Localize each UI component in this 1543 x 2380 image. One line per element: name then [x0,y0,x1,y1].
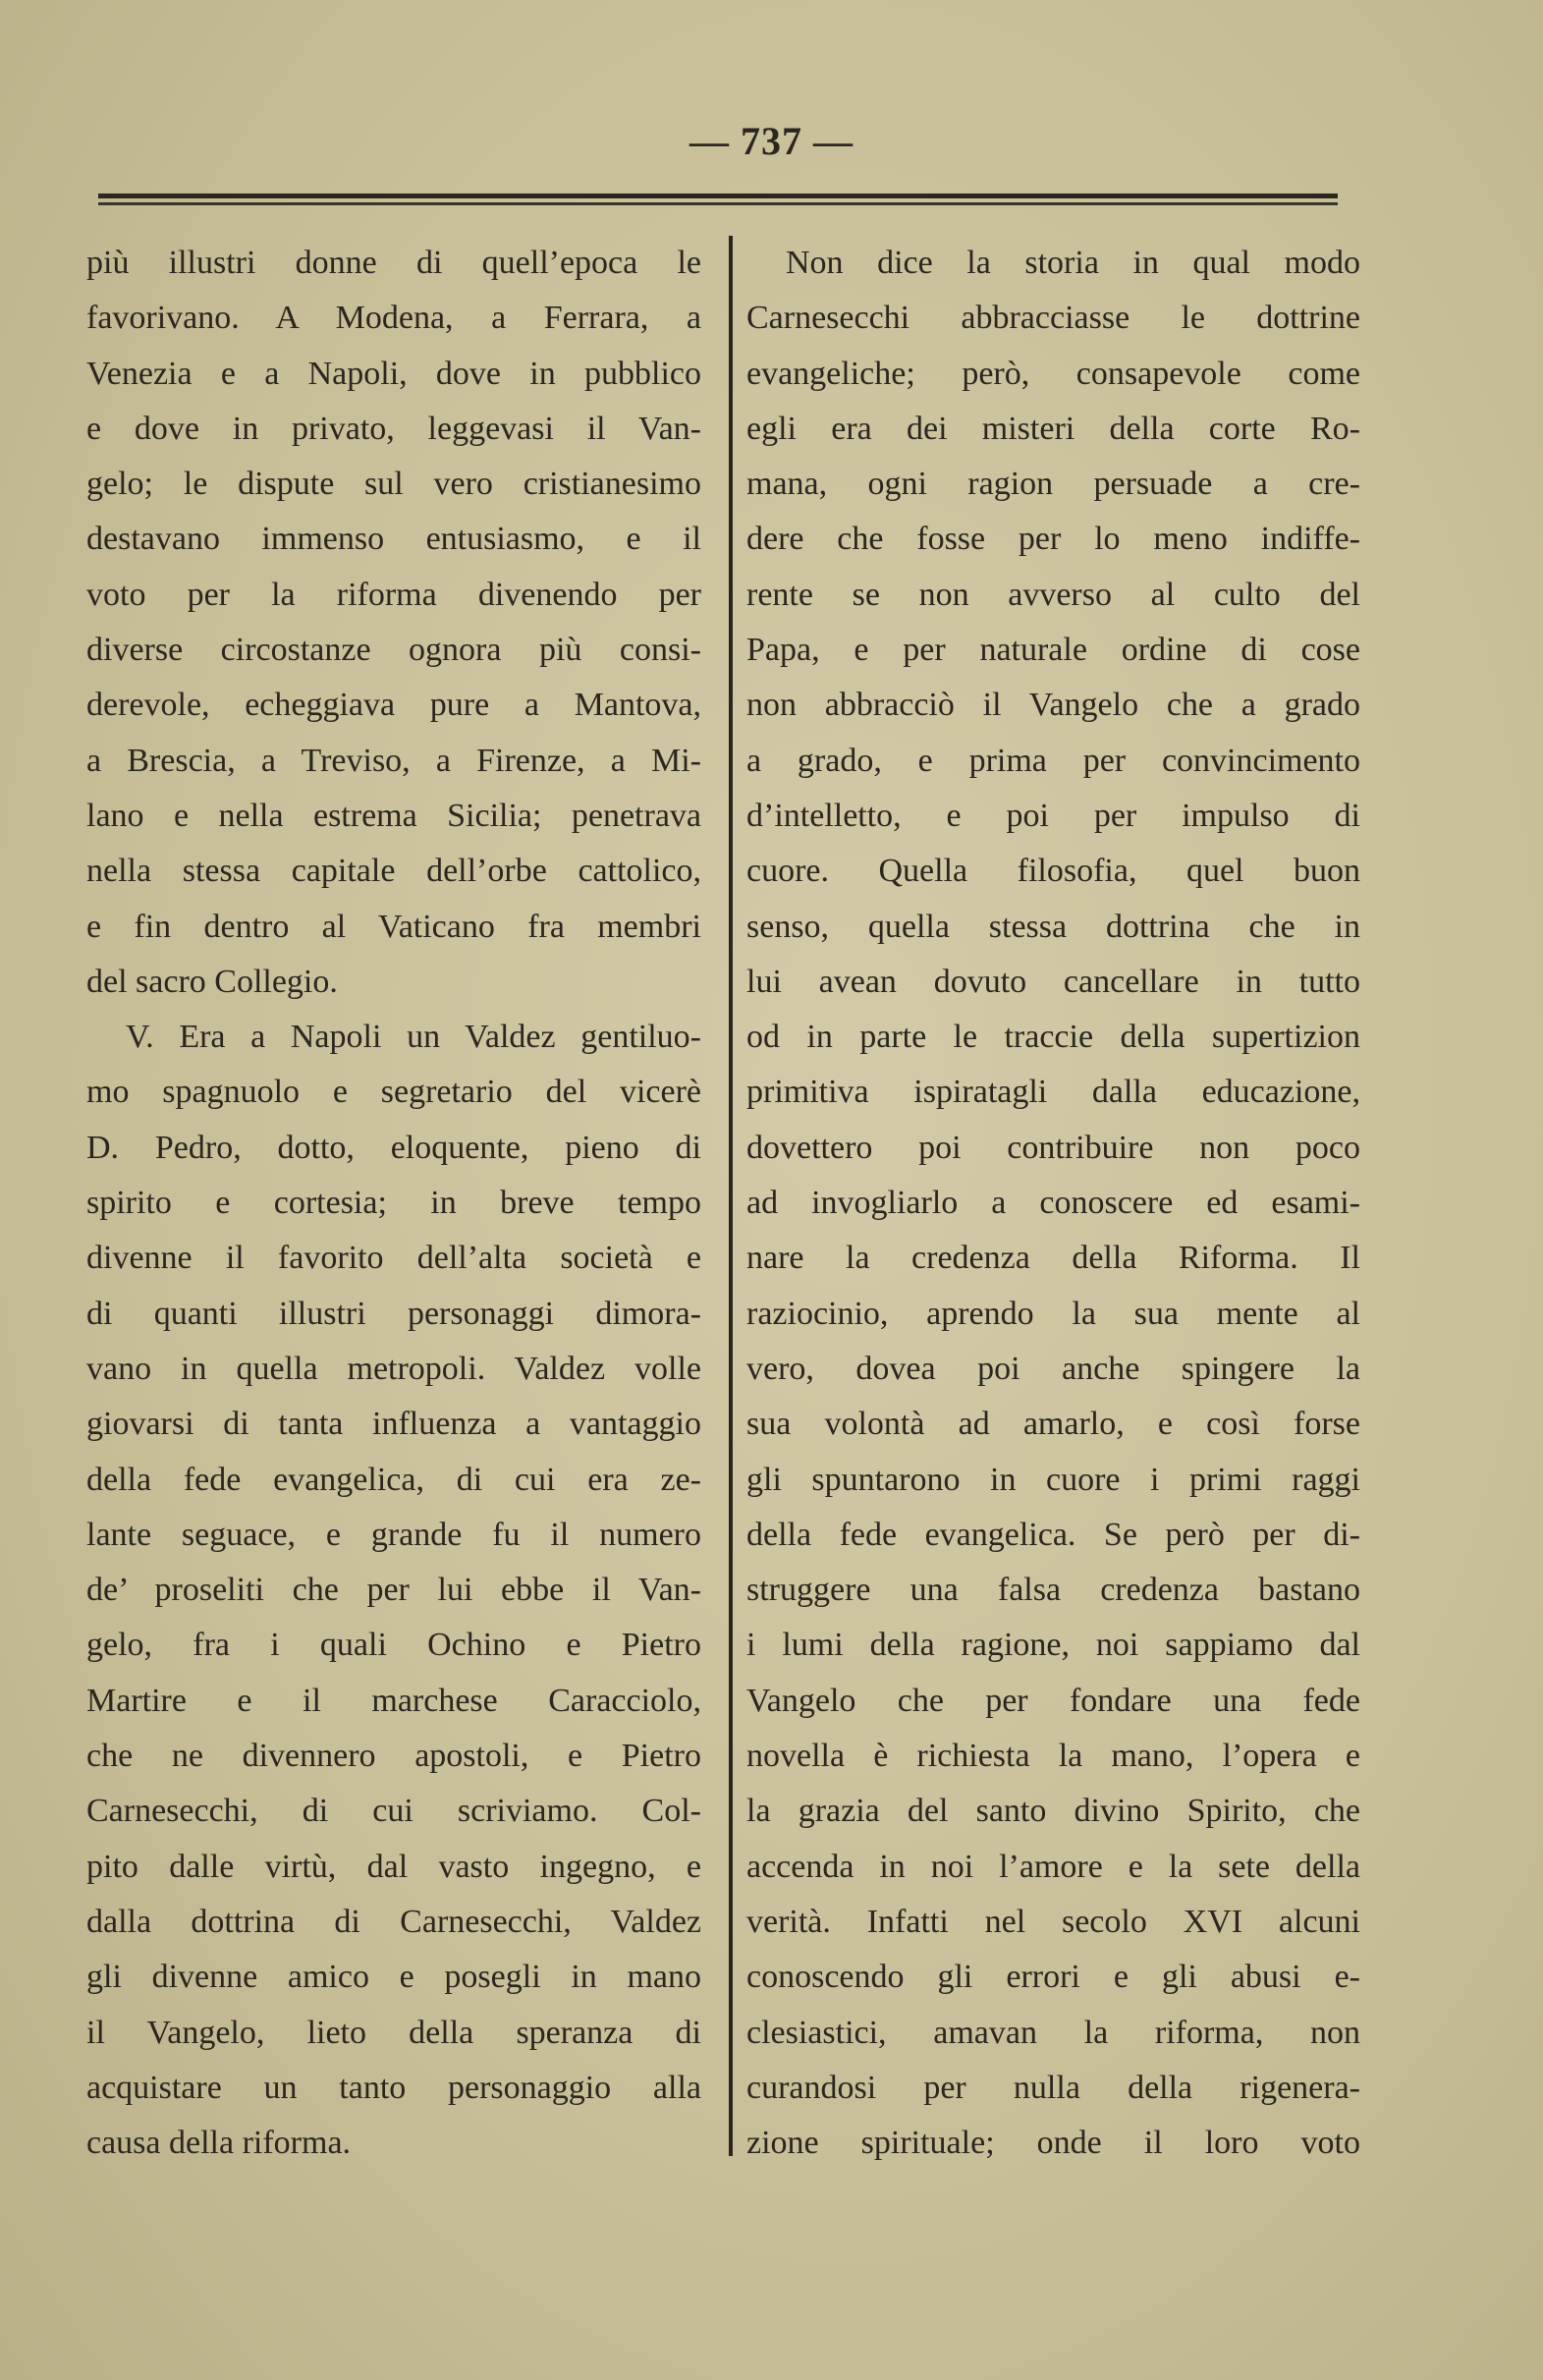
text-line: cuore. Quella filosofia, quel buon [746,853,1360,890]
text-line: Venezia e a Napoli, dove in pubblico [86,355,701,392]
text-line: del sacro Collegio. [86,963,338,1000]
text-line: Non dice la storia in qual modo [786,245,1360,281]
text-line: vero, dovea poi anche spingere la [746,1350,1360,1387]
text-line: lano e nella estrema Sicilia; penetrava [86,797,701,834]
text-line: lui avean dovuto cancellare in tutto [746,963,1360,1000]
text-line: Vangelo che per fondare una fede [746,1682,1360,1719]
text-line: vano in quella metropoli. Valdez volle [86,1350,701,1387]
text-line: clesiastici, amavan la riforma, non [746,2014,1360,2051]
text-line: causa della riforma. [86,2125,352,2162]
left-column [86,236,701,2171]
text-line: Carnesecchi, di cui scriviamo. Col- [86,1793,701,1830]
text-line: il Vangelo, lieto della speranza di [86,2014,701,2051]
text-line: destavano immenso entusiasmo, e il [86,521,701,558]
text-line: mana, ogni ragion persuade a cre- [746,466,1360,503]
text-line: de’ proseliti che per lui ebbe il Van- [86,1572,701,1609]
text-line: i lumi della ragione, noi sappiamo dal [746,1627,1360,1664]
text-line: favorivano. A Modena, a Ferrara, a [86,300,701,337]
column-divider [729,236,733,2156]
text-line: Carnesecchi abbracciasse le dottrine [746,300,1360,337]
text-line: ad invogliarlo a conoscere ed esami- [746,1185,1360,1222]
text-line: verità. Infatti nel secolo XVI alcuni [746,1903,1360,1940]
text-line: egli era dei misteri della corte Ro- [746,410,1360,447]
text-line: spirito e cortesia; in breve tempo [86,1185,701,1222]
text-line: accenda in noi l’amore e la sete della [746,1848,1360,1885]
text-line: primitiva ispiratagli dalla educazione, [746,1074,1360,1111]
text-line: novella è richiesta la mano, l’opera e [746,1738,1360,1775]
text-line: conoscendo gli errori e gli abusi e- [746,1959,1360,1996]
text-line: e dove in privato, leggevasi il Van- [86,410,701,447]
text-line: gli divenne amico e posegli in mano [86,1959,701,1996]
text-line: che ne divennero apostoli, e Pietro [86,1738,701,1775]
text-line: gli spuntarono in cuore i primi raggi [746,1461,1360,1498]
text-line: gelo; le dispute sul vero cristianesimo [86,466,701,503]
text-line: derevole, echeggiava pure a Mantova, [86,687,701,724]
right-column [746,236,1360,2171]
header-rule [98,194,1338,198]
text-line: struggere una falsa credenza bastano [746,1572,1360,1609]
text-line: più illustri donne di quell’epoca le [86,245,701,281]
text-line: mo spagnuolo e segretario del vicerè [86,1074,701,1111]
text-line: gelo, fra i quali Ochino e Pietro [86,1627,701,1664]
text-line: lante seguace, e grande fu il numero [86,1516,701,1553]
text-line: Papa, e per naturale ordine di cose [746,632,1360,669]
text-line: pito dalle virtù, dal vasto ingegno, e [86,1848,701,1885]
text-line: sua volontà ad amarlo, e così forse [746,1406,1360,1443]
text-line: evangeliche; però, consapevole come [746,355,1360,392]
text-line: dere che fosse per lo meno indiffe- [746,521,1360,558]
text-line: divenne il favorito dell’alta società e [86,1240,701,1277]
text-line: della fede evangelica, di cui era ze- [86,1461,701,1498]
text-line: voto per la riforma divenendo per [86,576,701,613]
text-line: a grado, e prima per convincimento [746,742,1360,779]
header-rule-secondary [98,202,1338,205]
text-line: acquistare un tanto personaggio alla [86,2069,701,2106]
text-line: a Brescia, a Treviso, a Firenze, a Mi- [86,742,701,779]
text-line: rente se non avverso al culto del [746,576,1360,613]
text-line: zione spirituale; onde il loro voto [746,2125,1360,2162]
text-line: dovettero poi contribuire non poco [746,1129,1360,1166]
text-line: nella stessa capitale dell’orbe cattolico, [86,853,701,890]
text-line: V. Era a Napoli un Valdez gentiluo- [126,1019,701,1056]
text-line: D. Pedro, dotto, eloquente, pieno di [86,1129,701,1166]
page-number: — 737 — [689,119,854,163]
text-line: e fin dentro al Vaticano fra membri [86,908,701,945]
text-line: senso, quella stessa dottrina che in [746,908,1360,945]
text-line: diverse circostanze ognora più consi- [86,632,701,669]
text-line: od in parte le traccie della supertizion [746,1019,1360,1056]
text-line: Martire e il marchese Caracciolo, [86,1682,701,1719]
text-line: dalla dottrina di Carnesecchi, Valdez [86,1903,701,1940]
text-line: della fede evangelica. Se però per di- [746,1516,1360,1553]
text-line: non abbracciò il Vangelo che a grado [746,687,1360,724]
text-line: d’intelletto, e poi per impulso di [746,797,1360,834]
text-line: curandosi per nulla della rigenera- [746,2069,1360,2106]
text-line: raziocinio, aprendo la sua mente al [746,1295,1360,1332]
text-line: giovarsi di tanta influenza a vantaggio [86,1406,701,1443]
text-line: la grazia del santo divino Spirito, che [746,1793,1360,1830]
text-line: nare la credenza della Riforma. Il [746,1240,1360,1277]
text-line: di quanti illustri personaggi dimora- [86,1295,701,1332]
